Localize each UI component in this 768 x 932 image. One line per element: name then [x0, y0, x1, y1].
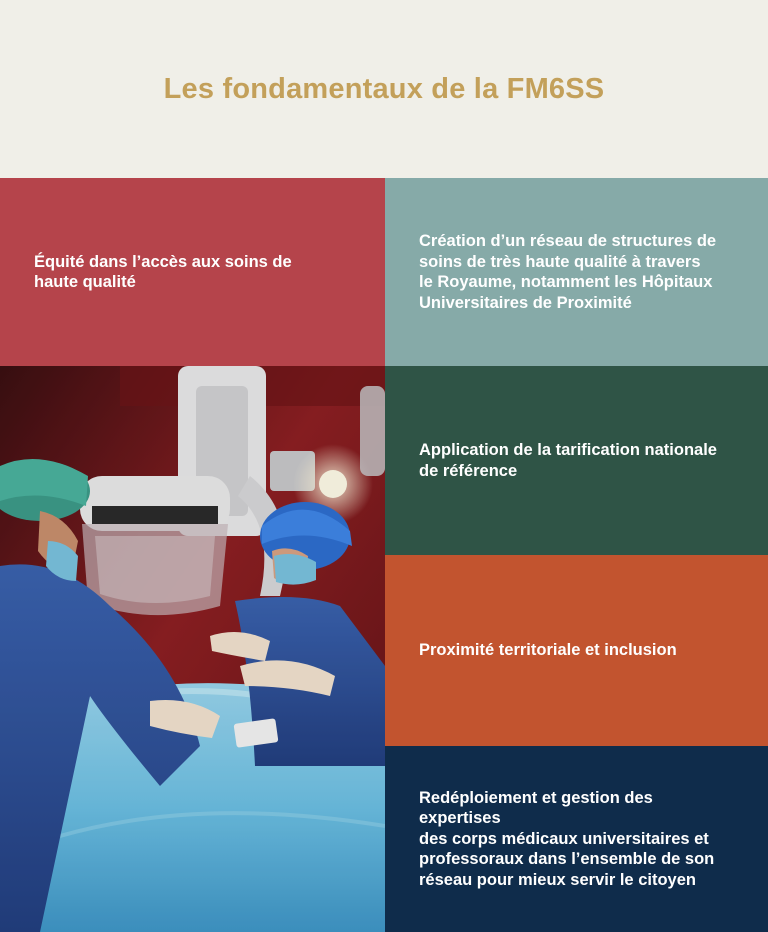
page-title: Les fondamentaux de la FM6SS	[163, 72, 605, 105]
tile-proximity	[385, 555, 768, 746]
tile-equity	[0, 178, 385, 366]
tile-proximity-text: Proximité territoriale et inclusion	[419, 641, 677, 660]
tile-expertise	[385, 746, 768, 932]
tile-network	[385, 178, 768, 366]
tile-tariff	[385, 366, 768, 555]
surgery-photo-illustration	[0, 366, 385, 932]
tile-expertise-text: Redéploiement et gestion des expertises des corps médicaux universitaires et professoraux dans l’ensemble de son réseau pour mieux servir le citoyen	[419, 788, 715, 889]
tile-tariff-text: Application de la tarification nationale de référence	[419, 441, 717, 480]
tile-equity-text: Équité dans l’accès aux soins de haute qualité	[34, 252, 292, 291]
header	[0, 0, 768, 178]
surgery-photo	[0, 366, 385, 932]
tile-network-text: Création d’un réseau de structures de soins de très haute qualité à travers le Royaume, notamment les Hôpitaux Universitaires de Proximité	[419, 232, 717, 312]
